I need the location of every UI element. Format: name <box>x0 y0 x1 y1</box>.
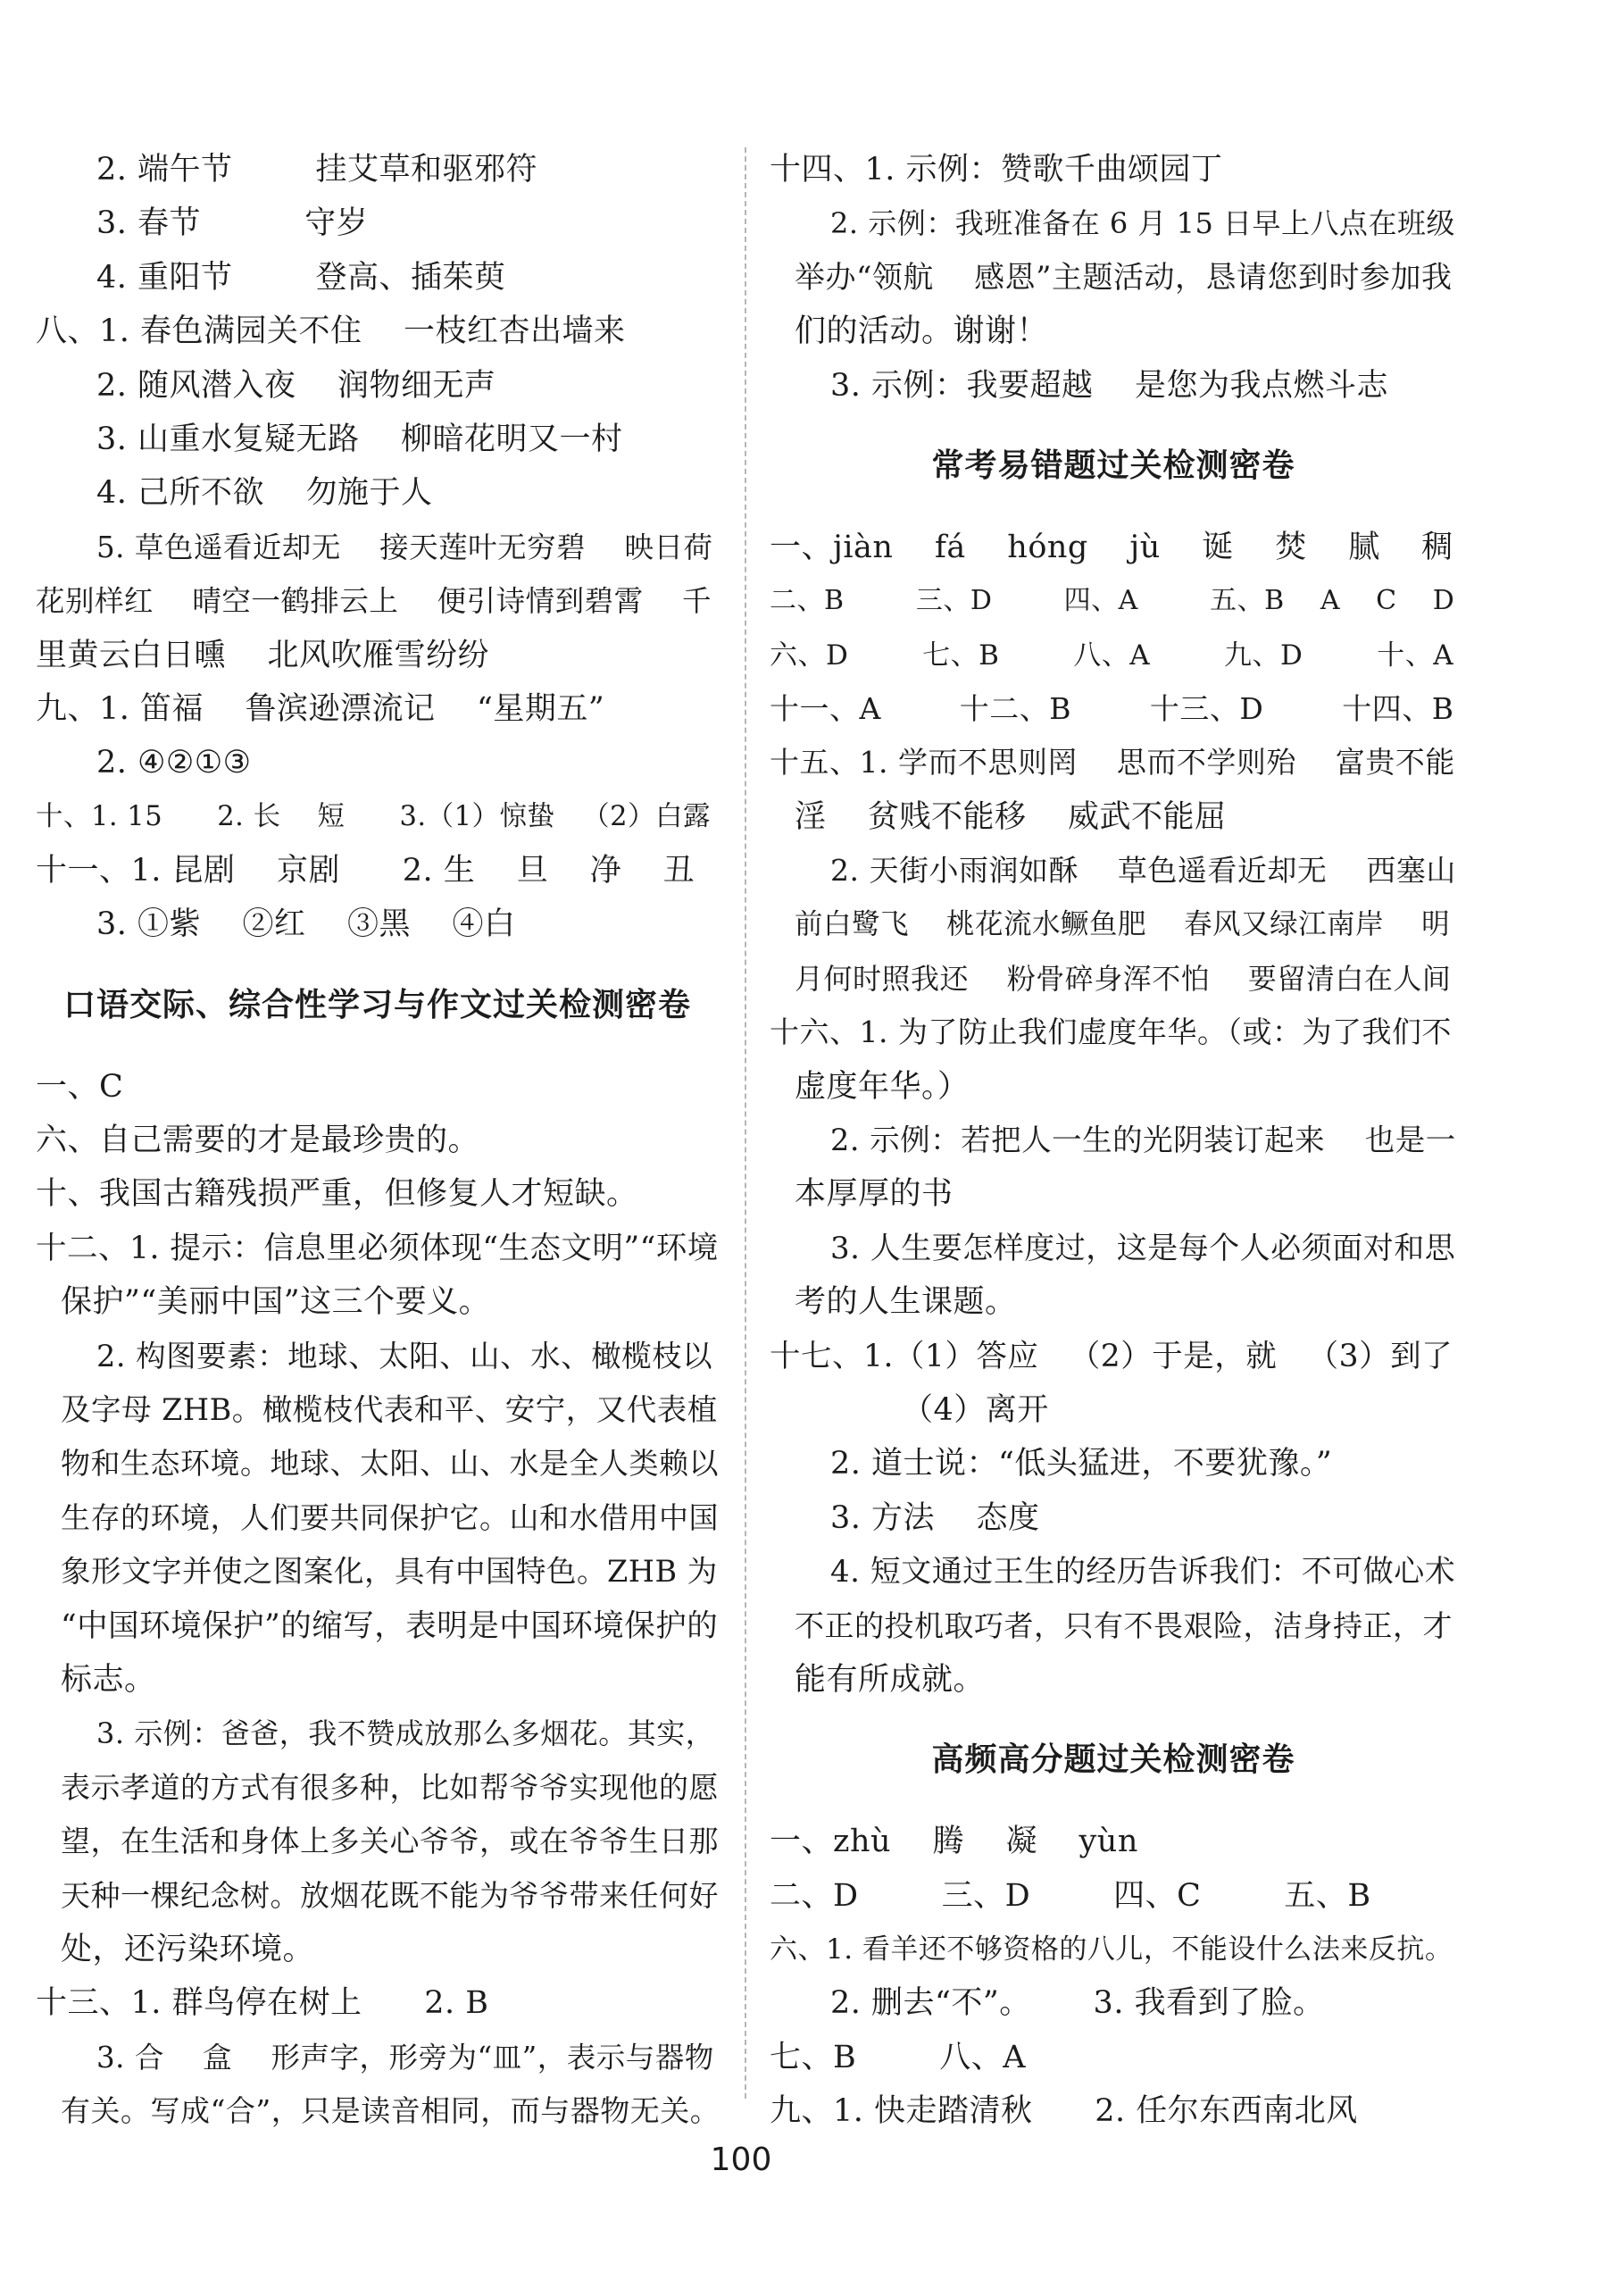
answer-line: 十一、A 十二、B 十三、D 十四、B <box>770 690 1454 726</box>
answer-line: 不正的投机取巧者，只有不畏艰险，洁身持正，才 <box>795 1607 1453 1643</box>
column-divider <box>745 147 746 2099</box>
answer-line: 保护”“美丽中国”这三个要义。 <box>61 1284 491 1321</box>
answer-line: 一、zhù 腾 凝 yùn <box>770 1824 1138 1860</box>
section-title: 口语交际、综合性学习与作文过关检测密卷 <box>62 986 691 1023</box>
answer-line: 望，在生活和身体上多关心爷爷，或在爷爷生日那 <box>61 1824 719 1859</box>
answer-line: 4. 短文通过王生的经历告诉我们：不可做心术 <box>830 1554 1456 1591</box>
answer-line: 3. 方法 态度 <box>830 1499 1040 1536</box>
answer-line: 及字母 ZHB。橄榄枝代表和平、安宁，又代表植 <box>61 1392 718 1427</box>
left-column <box>36 143 719 2138</box>
answer-line: （4）离开 <box>902 1392 1049 1428</box>
answer-line: 十三、1. 群鸟停在树上 2. B <box>36 1985 489 2022</box>
answer-line: 3. 示例：爸爸，我不赞成放那么多烟花。其实， <box>96 1716 715 1751</box>
answer-line: 七、B 八、A <box>770 2039 1027 2075</box>
answer-line: 3. 人生要怎样度过，这是每个人必须面对和思 <box>830 1230 1456 1266</box>
answer-line: 2. 道士说：“低头猛进，不要犹豫。” <box>830 1446 1333 1482</box>
answer-line: 能有所成就。 <box>795 1661 986 1698</box>
answer-line: 3. 示例：我要超越 是您为我点燃斗志 <box>830 367 1389 404</box>
answer-line: 十、1. 15 2. 长 短 3.（1）惊蛰 （2）白露 <box>36 800 712 832</box>
answer-line: 2. 天街小雨润如酥 草色遥看近却无 西塞山 <box>830 853 1456 889</box>
answer-line: 处，还污染环境。 <box>61 1931 315 1967</box>
answer-line: 4. 己所不欲 勿施于人 <box>96 475 433 512</box>
answer-line: 4. 重阳节 登高、插茱萸 <box>96 259 506 296</box>
answer-line: 十二、1. 提示：信息里必须体现“生态文明”“环境 <box>36 1230 719 1266</box>
answer-line: 举办“领航 感恩”主题活动，恳请您到时参加我 <box>795 259 1453 296</box>
answer-line: 六、1. 看羊还不够资格的八儿，不能设什么法来反抗。 <box>770 1933 1453 1966</box>
answer-line: 十四、1. 示例：赞歌千曲颂园丁 <box>770 152 1223 188</box>
section-title: 常考易错题过关检测密卷 <box>931 447 1295 484</box>
answer-line: 本厚厚的书 <box>795 1176 954 1213</box>
answer-line: 有关。写成“合”，只是读音相同，而与器物无关。 <box>61 2093 720 2129</box>
answer-line: 六、D 七、B 八、A 九、D 十、A <box>770 639 1454 672</box>
right-column <box>770 143 1457 2138</box>
answer-line: 2. ④②①③ <box>96 745 252 781</box>
answer-line: 十七、1.（1）答应 （2）于是，就 （3）到了 <box>770 1338 1453 1374</box>
answer-line: 2. 随风潜入夜 润物细无声 <box>96 367 496 404</box>
answer-line: 八、1. 春色满园关不住 一枝红杏出墙来 <box>36 313 626 350</box>
answer-line: 3. ①紫 ②红 ③黑 ④白 <box>96 906 516 943</box>
answer-line: 一、C <box>36 1068 124 1105</box>
answer-line: 5. 草色遥看近却无 接天莲叶无穷碧 映日荷 <box>96 530 713 564</box>
answer-line: 天种一棵纪念树。放烟花既不能为爷爷带来任何好 <box>61 1877 719 1913</box>
answer-line: 十五、1. 学而不思则罔 思而不学则殆 富贵不能 <box>770 745 1455 781</box>
answer-line: 2. 构图要素：地球、太阳、山、水、橄榄枝以 <box>96 1338 713 1373</box>
answer-line: 3. 春节 守岁 <box>96 205 369 242</box>
section-title: 高频高分题过关检测密卷 <box>931 1741 1295 1779</box>
answer-line: 物和生态环境。地球、太阳、山、水是全人类赖以 <box>61 1446 719 1482</box>
answer-line: 九、1. 笛福 鲁滨逊漂流记 “星期五” <box>36 690 605 727</box>
answer-line: 十一、1. 昆剧 京剧 2. 生 旦 净 丑 <box>36 853 695 889</box>
answer-line: 2. 示例：我班准备在 6 月 15 日早上八点在班级 <box>830 206 1455 241</box>
page-number: 100 <box>710 2142 772 2178</box>
answer-line: 一、jiàn fá hóng jù 诞 焚 腻 稠 <box>770 529 1453 565</box>
answer-line: 虚度年华。） <box>795 1068 970 1105</box>
answer-line: 3. 合 盒 形声字，形旁为“皿”，表示与器物 <box>96 2040 714 2075</box>
answer-line: 淫 贫贱不能移 威武不能屈 <box>795 798 1227 835</box>
answer-line: 标志。 <box>61 1661 156 1698</box>
answer-line: 里黄云白日曛 北风吹雁雪纷纷 <box>36 637 490 673</box>
answer-line: 二、D 三、D 四、C 五、B <box>770 1877 1371 1914</box>
answer-line: 月何时照我还 粉骨碎身浑不怕 要留清白在人间 <box>795 961 1452 996</box>
answer-line: 2. 删去“不”。 3. 我看到了脸。 <box>830 1985 1325 2022</box>
answer-line: 九、1. 快走踏清秋 2. 任尔东西南北风 <box>770 2093 1358 2130</box>
answer-line: 2. 端午节 挂艾草和驱邪符 <box>96 152 538 188</box>
answer-line: 二、B 三、D 四、A 五、B A C D <box>770 585 1455 617</box>
answer-line: 十六、1. 为了防止我们虚度年华。（或：为了我们不 <box>770 1014 1452 1050</box>
answer-line: 3. 山重水复疑无路 柳暗花明又一村 <box>96 421 623 457</box>
answer-line: 2. 示例：若把人一生的光阴装订起来 也是一 <box>830 1123 1456 1158</box>
answer-line: 象形文字并使之图案化，具有中国特色。ZHB 为 <box>61 1554 718 1590</box>
answer-line: 们的活动。谢谢！ <box>795 313 1049 350</box>
answer-line: 十、我国古籍残损严重，但修复人才短缺。 <box>36 1176 638 1213</box>
answer-line: 考的人生课题。 <box>795 1284 1017 1321</box>
answer-line: “中国环境保护”的缩写，表明是中国环境保护的 <box>61 1607 719 1644</box>
answer-line: 六、自己需要的才是最珍贵的。 <box>36 1123 480 1159</box>
answer-line: 花别样红 晴空一鹤排云上 便引诗情到碧霄 千 <box>36 584 712 619</box>
answer-line: 表示孝道的方式有很多种，比如帮爷爷实现他的愿 <box>61 1769 719 1805</box>
answer-line: 生存的环境，人们要共同保护它。山和水借用中国 <box>61 1499 719 1535</box>
answer-line: 前白鹭飞 桃花流水鳜鱼肥 春风又绿江南岸 明 <box>795 908 1451 941</box>
